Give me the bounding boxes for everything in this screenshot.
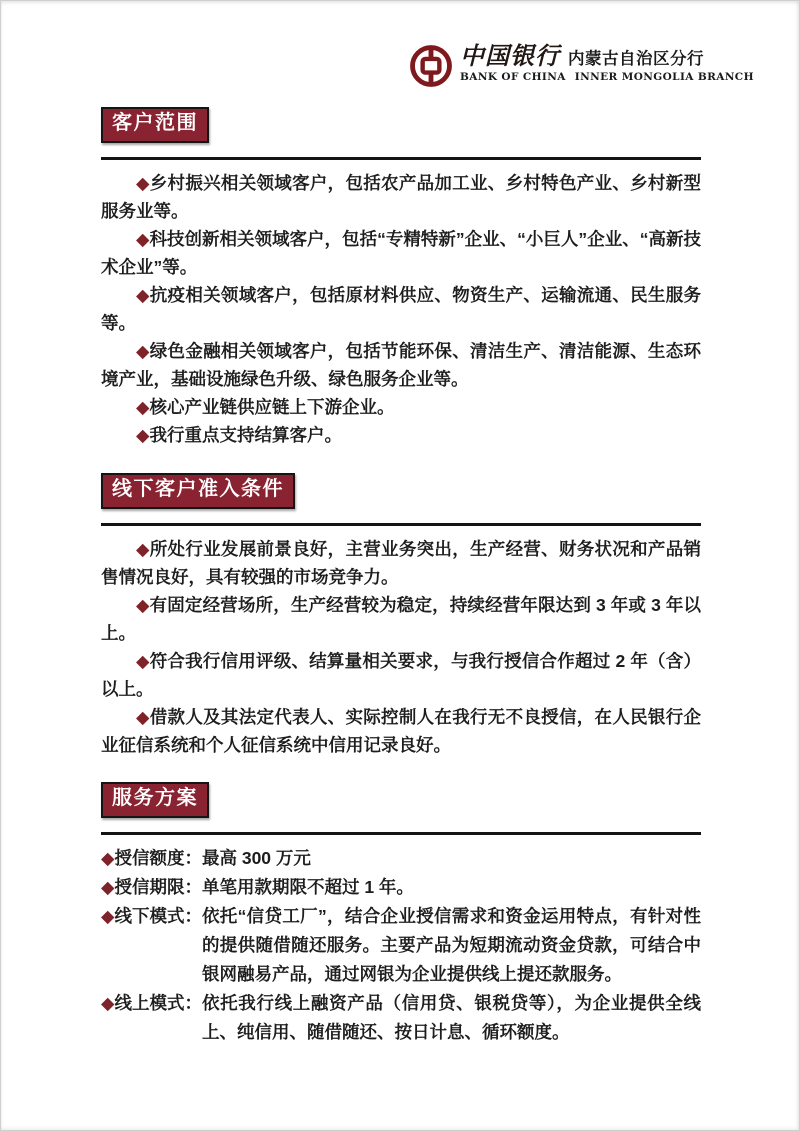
bullet-item xyxy=(101,169,701,225)
bullet-item xyxy=(101,225,701,281)
diamond-bullet-icon: ◆ xyxy=(136,539,150,559)
bullet-item xyxy=(101,337,701,393)
bullet-text: 绿色金融相关领域客户，包括节能环保、清洁生产、清洁能源、生态环境产业，基础设施绿色升级、绿色服务企业等。 xyxy=(101,341,701,389)
service-item-credit-term xyxy=(101,873,701,902)
section-access-conditions xyxy=(101,449,701,759)
bullet-item xyxy=(101,647,701,703)
section-customer-scope xyxy=(101,1,701,449)
diamond-bullet-icon: ◆ xyxy=(101,993,115,1013)
bank-name-english: BANK OF CHINA xyxy=(460,71,566,83)
bullet-item xyxy=(101,393,701,421)
diamond-bullet-icon: ◆ xyxy=(136,285,150,305)
bullet-list xyxy=(101,535,701,759)
bullet-list xyxy=(101,169,701,449)
diamond-bullet-icon: ◆ xyxy=(136,595,150,615)
service-item-credit-limit xyxy=(101,844,701,873)
section-divider xyxy=(101,832,701,835)
bullet-text: 乡村振兴相关领域客户，包括农产品加工业、乡村特色产业、乡村新型服务业等。 xyxy=(101,173,701,221)
bullet-text: 核心产业链供应链上下游企业。 xyxy=(149,397,395,417)
diamond-bullet-icon: ◆ xyxy=(136,341,150,361)
bullet-text: 符合我行信用评级、结算量相关要求，与我行授信合作超过 2 年（含）以上。 xyxy=(101,651,701,699)
bullet-text: 我行重点支持结算客户。 xyxy=(149,425,342,445)
service-item-label: ◆线上模式： xyxy=(101,993,202,1013)
branch-name-english: INNER MONGOLIA BRANCH xyxy=(574,71,754,83)
service-item-value: 单笔用款期限不超过 1 年。 xyxy=(201,877,414,897)
service-item-value: 依托“信贷工厂”，结合企业授信需求和资金运用特点，有针对性的提供随借随还服务。主要产品为短期流动资金贷款，可结合中银网融易产品，通过网银为企业提供线上提还款服务。 xyxy=(201,906,701,984)
service-item-online-mode xyxy=(101,989,701,1047)
bank-name-chinese: 中国银行 xyxy=(460,41,560,70)
section-title-access-conditions: 线下客户准入条件 xyxy=(101,473,295,509)
service-item-offline-mode xyxy=(101,902,701,989)
bullet-item xyxy=(101,591,701,647)
service-item-label: ◆授信额度： xyxy=(101,848,202,868)
diamond-bullet-icon: ◆ xyxy=(136,229,150,249)
diamond-bullet-icon: ◆ xyxy=(136,651,150,671)
diamond-bullet-icon: ◆ xyxy=(136,397,150,417)
diamond-bullet-icon: ◆ xyxy=(136,173,150,193)
bullet-item xyxy=(101,703,701,759)
diamond-bullet-icon: ◆ xyxy=(101,877,115,897)
diamond-bullet-icon: ◆ xyxy=(136,425,150,445)
document-body xyxy=(101,1,701,1047)
bullet-text: 科技创新相关领域客户，包括“专精特新”企业、“小巨人”企业、“高新技术企业”等。 xyxy=(101,229,701,277)
bullet-text: 抗疫相关领域客户，包括原材料供应、物资生产、运输流通、民生服务等。 xyxy=(101,285,701,333)
section-service-plan xyxy=(101,759,701,1047)
diamond-bullet-icon: ◆ xyxy=(136,707,150,727)
bullet-item xyxy=(101,421,701,449)
bullet-text: 所处行业发展前景良好，主营业务突出，生产经营、财务状况和产品销售情况良好，具有较强的市场竞争力。 xyxy=(101,539,701,587)
section-title-service-plan: 服务方案 xyxy=(101,782,209,818)
bullet-text: 借款人及其法定代表人、实际控制人在我行无不良授信，在人民银行企业征信系统和个人征信系统中信用记录良好。 xyxy=(101,707,701,755)
service-item-list xyxy=(101,844,701,1047)
bullet-text: 有固定经营场所，生产经营较为稳定，持续经营年限达到 3 年或 3 年以上。 xyxy=(101,595,701,643)
service-item-value: 依托我行线上融资产品（信用贷、银税贷等），为企业提供全线上、纯信用、随借随还、按日计息、循环额度。 xyxy=(201,993,701,1042)
diamond-bullet-icon: ◆ xyxy=(101,906,115,926)
service-item-label: ◆授信期限： xyxy=(101,877,202,897)
bullet-item xyxy=(101,281,701,337)
branch-name-chinese: 内蒙古自治区分行 xyxy=(568,50,704,68)
service-item-value: 最高 300 万元 xyxy=(201,848,311,868)
diamond-bullet-icon: ◆ xyxy=(101,848,115,868)
section-divider xyxy=(101,157,701,160)
section-title-customer-scope: 客户范围 xyxy=(101,107,209,143)
section-divider xyxy=(101,523,701,526)
bullet-item xyxy=(101,535,701,591)
service-item-label: ◆线下模式： xyxy=(101,906,202,926)
